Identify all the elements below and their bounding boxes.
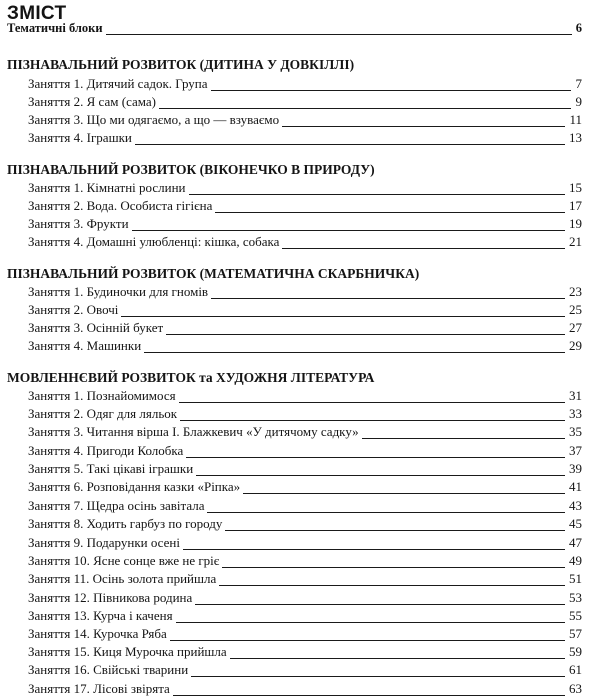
toc-entry-label: Заняття 2. Я сам (сама)	[28, 94, 157, 109]
toc-entry-row	[28, 386, 582, 406]
toc-leader-line	[135, 144, 565, 145]
toc-leader-line	[170, 640, 565, 641]
toc-page-number: 6	[575, 21, 582, 35]
toc-page-number: 35	[569, 424, 582, 439]
toc-entry-row	[28, 318, 582, 338]
toc-page-number: 51	[569, 571, 582, 586]
toc-entry-label: Заняття 10. Ясне сонце вже не гріє	[28, 553, 220, 568]
toc-leader-line	[207, 512, 565, 513]
toc-entry-row	[28, 92, 582, 112]
toc-page-number: 49	[569, 553, 582, 568]
toc-entry-row	[28, 459, 582, 479]
toc-entry-row	[28, 642, 582, 662]
toc-page-number: 37	[569, 443, 582, 458]
section-heading: МОВЛЕННЄВИЙ РОЗВИТОК та ХУДОЖНЯ ЛІТЕРАТУРА	[7, 370, 375, 385]
toc-leader-line	[230, 658, 565, 659]
toc-leader-line	[173, 695, 565, 696]
toc-entry-row	[28, 300, 582, 320]
toc-page-number: 33	[569, 406, 582, 421]
toc-entry-label: Заняття 12. Півникова родина	[28, 590, 193, 605]
toc-page-number: 19	[569, 216, 582, 231]
toc-entry-label: Заняття 4. Іграшки	[28, 130, 132, 145]
toc-page-number: 17	[569, 198, 582, 213]
toc-leader-line	[282, 248, 565, 249]
toc-leader-line	[121, 316, 565, 317]
toc-entry-label: Заняття 4. Пригоди Колобка	[28, 443, 184, 458]
toc-entry-row	[28, 496, 582, 516]
toc-entry-row	[28, 336, 582, 356]
toc-entry-label: Заняття 2. Вода. Особиста гігієна	[28, 198, 213, 213]
toc-page-number: 43	[569, 498, 582, 513]
page-title: ЗМІСТ	[7, 3, 67, 24]
toc-leader-line	[189, 194, 565, 195]
toc-entry-row	[28, 441, 582, 461]
toc-entry-row	[28, 588, 582, 608]
toc-leader-line	[132, 230, 565, 231]
toc-entry-label: Заняття 1. Познайомимося	[28, 388, 176, 403]
toc-leader-line	[222, 567, 565, 568]
toc-entry-label: Заняття 1. Дитячий садок. Група	[28, 76, 208, 91]
toc-leader-line	[106, 34, 572, 35]
toc-page-number: 57	[569, 626, 582, 641]
toc-page-number: 53	[569, 590, 582, 605]
toc-leader-line	[282, 126, 565, 127]
toc-page-number: 29	[569, 338, 582, 353]
toc-leader-line	[362, 438, 565, 439]
toc-entry-label: Заняття 9. Подарунки осені	[28, 535, 180, 550]
toc-leader-line	[179, 402, 565, 403]
toc-page-number: 23	[569, 284, 582, 299]
toc-page-number: 7	[575, 76, 582, 91]
toc-entry-label: Заняття 3. Що ми одягаємо, а що — взуваємо	[28, 112, 280, 127]
toc-page-number: 13	[569, 130, 582, 145]
toc-leader-line	[176, 622, 565, 623]
toc-leader-line	[159, 108, 571, 109]
toc-page-number: 31	[569, 388, 582, 403]
toc-entry-label: Заняття 4. Домашні улюбленці: кішка, собака	[28, 234, 280, 249]
toc-entry-row	[28, 214, 582, 234]
toc-entry-label: Заняття 3. Читання вірша І. Блажкевич «У дитячому садку»	[28, 424, 359, 439]
toc-leader-line	[183, 549, 565, 550]
toc-entry-label: Заняття 1. Кімнатні рослини	[28, 180, 186, 195]
toc-page-number: 59	[569, 644, 582, 659]
toc-page-number: 25	[569, 302, 582, 317]
toc-entry-row	[28, 232, 582, 252]
toc-entry-row	[28, 74, 582, 94]
toc-entry-label: Тематичні блоки	[7, 21, 103, 35]
section-heading: ПІЗНАВАЛЬНИЙ РОЗВИТОК (ВІКОНЕЧКО В ПРИРОДУ)	[7, 162, 375, 177]
toc-entry-row	[28, 110, 582, 130]
toc-entry-row	[28, 624, 582, 644]
toc-leader-line	[215, 212, 565, 213]
toc-entry-row	[28, 533, 582, 553]
toc-entry-label: Заняття 1. Будиночки для гномів	[28, 284, 209, 299]
toc-page-number: 21	[569, 234, 582, 249]
toc-leader-line	[191, 676, 565, 677]
toc-entry-label: Заняття 16. Свійські тварини	[28, 662, 189, 677]
toc-entry-label: Заняття 5. Такі цікаві іграшки	[28, 461, 194, 476]
toc-entry-row	[28, 178, 582, 198]
toc-entry-row	[28, 679, 582, 699]
toc-entry-label: Заняття 8. Ходить гарбуз по городу	[28, 516, 223, 531]
toc-page-number: 45	[569, 516, 582, 531]
toc-entry-label: Заняття 4. Машинки	[28, 338, 142, 353]
toc-entry-row	[28, 128, 582, 148]
toc-leader-line	[211, 298, 565, 299]
toc-entry-row	[28, 477, 582, 497]
toc-entry-label: Заняття 7. Щедра осінь завітала	[28, 498, 205, 513]
toc-page-number: 9	[575, 94, 582, 109]
toc-page-number: 55	[569, 608, 582, 623]
section-heading: ПІЗНАВАЛЬНИЙ РОЗВИТОК (МАТЕМАТИЧНА СКАРБНИЧКА)	[7, 266, 420, 281]
toc-entry-label: Заняття 2. Одяг для ляльок	[28, 406, 178, 421]
toc-entry-row	[28, 551, 582, 571]
toc-page-number: 11	[569, 112, 582, 127]
toc-leader-line	[186, 457, 565, 458]
toc-leader-line	[144, 352, 565, 353]
toc-leader-line	[180, 420, 565, 421]
toc-page-number: 47	[569, 535, 582, 550]
toc-leader-line	[211, 90, 571, 91]
toc-entry-label: Заняття 3. Фрукти	[28, 216, 129, 231]
toc-entry-label: Заняття 6. Розповідання казки «Ріпка»	[28, 479, 241, 494]
toc-page-number: 61	[569, 662, 582, 677]
toc-intro-row	[7, 18, 582, 38]
toc-page-number: 39	[569, 461, 582, 476]
toc-entry-label: Заняття 3. Осінній букет	[28, 320, 164, 335]
toc-entry-row	[28, 282, 582, 302]
toc-page-number: 63	[569, 681, 582, 696]
toc-entry-label: Заняття 14. Курочка Ряба	[28, 626, 167, 641]
toc-leader-line	[196, 475, 565, 476]
toc-entry-row	[28, 404, 582, 424]
toc-leader-line	[195, 604, 565, 605]
toc-entry-label: Заняття 15. Киця Мурочка прийшла	[28, 644, 227, 659]
toc-entry-label: Заняття 2. Овочі	[28, 302, 119, 317]
toc-page-number: 41	[569, 479, 582, 494]
toc-entry-label: Заняття 11. Осінь золота прийшла	[28, 571, 217, 586]
toc-entry-row	[28, 196, 582, 216]
toc-entry-row	[28, 660, 582, 680]
toc-leader-line	[225, 530, 565, 531]
section-heading: ПІЗНАВАЛЬНИЙ РОЗВИТОК (ДИТИНА У ДОВКІЛЛІ)	[7, 57, 355, 72]
toc-leader-line	[243, 493, 565, 494]
toc-entry-row	[28, 606, 582, 626]
toc-entry-row	[28, 422, 582, 442]
toc-leader-line	[219, 585, 565, 586]
toc-entry-row	[28, 569, 582, 589]
toc-entry-label: Заняття 17. Лісові звірята	[28, 681, 170, 696]
toc-page-number: 15	[569, 180, 582, 195]
toc-entry-row	[28, 514, 582, 534]
toc-page-number: 27	[569, 320, 582, 335]
toc-entry-label: Заняття 13. Курча і каченя	[28, 608, 173, 623]
toc-leader-line	[166, 334, 565, 335]
